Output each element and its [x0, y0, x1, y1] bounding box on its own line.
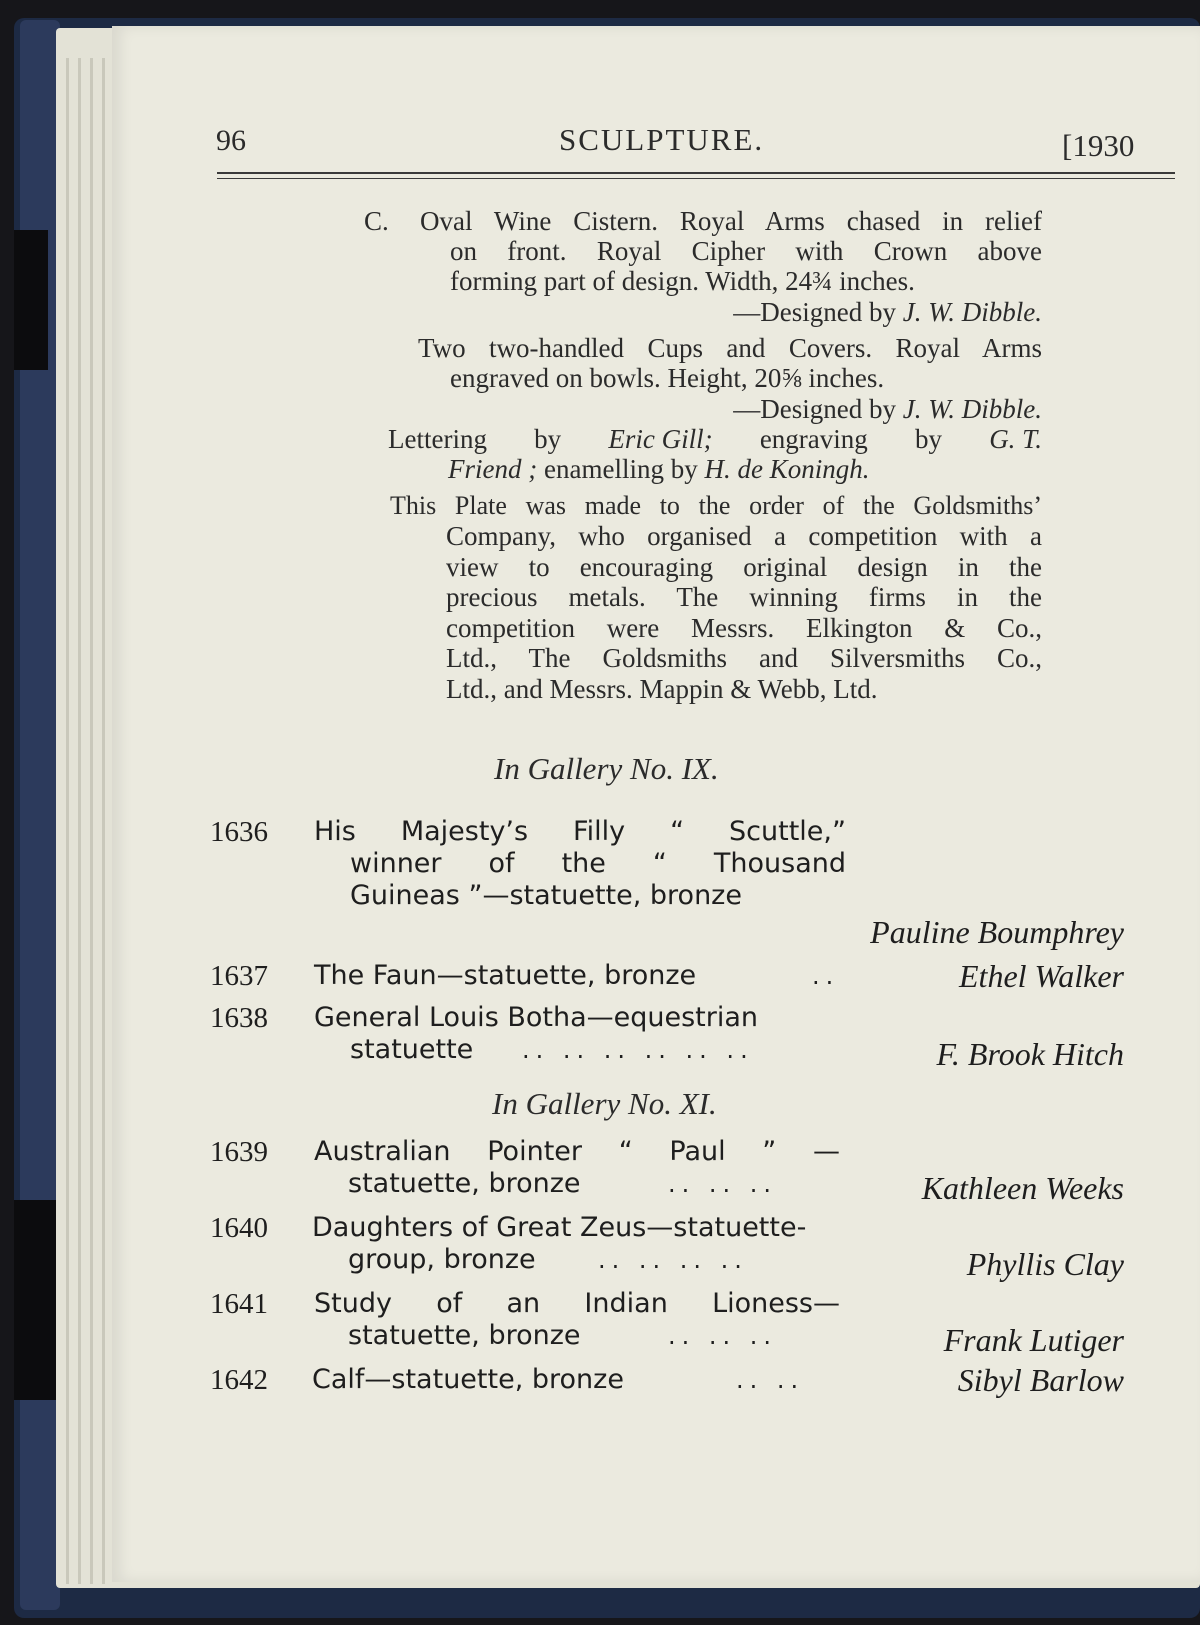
header-rule-top [217, 172, 1175, 174]
entry-title-line: group, bronze [348, 1244, 536, 1275]
page-number: 96 [216, 124, 246, 157]
entry-title-line: Australian Pointer “ Paul ” — [314, 1136, 840, 1167]
header-rule-bottom [217, 178, 1175, 179]
item-c-line3: forming part of design. Width, 24¾ inches. [450, 266, 915, 296]
dot-leaders: .. .. .. .. [598, 1246, 748, 1274]
page-year: [1930 [1062, 128, 1135, 163]
dot-leaders: .. .. .. .. .. .. [522, 1036, 754, 1064]
artist-name: F. Brook Hitch [936, 1036, 1124, 1072]
entry-number: 1641 [210, 1288, 268, 1320]
gallery-heading: In Gallery No. IX. [494, 751, 719, 786]
entry-title-line: statuette, bronze [348, 1320, 581, 1351]
book-page [112, 26, 1200, 1582]
entry-number: 1638 [210, 1002, 268, 1034]
designer-name: J. W. Dibble. [902, 394, 1042, 424]
designer-name: J. W. Dibble. [902, 297, 1042, 327]
cups-line1: Two two-handled Cups and Covers. Royal Arms [418, 333, 1042, 363]
entry-title-line: His Majesty’s Filly “ Scuttle,” [314, 816, 846, 847]
entry-title-line: Study of an Indian Lioness— [314, 1288, 840, 1319]
gallery-heading: In Gallery No. XI. [492, 1086, 717, 1121]
entry-title-line: Calf—statuette, bronze [312, 1364, 624, 1395]
entry-title-line: General Louis Botha—equestrian [314, 1002, 759, 1033]
artist-name: Ethel Walker [959, 958, 1124, 994]
artist-name: Frank Lutiger [943, 1322, 1124, 1358]
artist-name: Phyllis Clay [966, 1246, 1124, 1282]
item-c-line2: on front. Royal Cipher with Crown above [450, 236, 1042, 266]
artist-name: Kathleen Weeks [921, 1170, 1124, 1206]
lettering-line2: Friend ; enamelling by H. de Koningh. [448, 454, 870, 484]
entry-number: 1639 [210, 1136, 268, 1168]
page-title: SCULPTURE. [559, 122, 765, 157]
artist-name: Pauline Boumphrey [870, 914, 1124, 950]
note-line6: Ltd., The Goldsmiths and Silversmiths Co., [446, 643, 1042, 673]
designer-prefix: —Designed by [733, 394, 897, 424]
artist-name: Sibyl Barlow [957, 1362, 1124, 1398]
entry-number: 1640 [210, 1212, 268, 1244]
lettering-line1: Lettering by Eric Gill; engraving by G. T. [388, 424, 1042, 454]
note-line7: Ltd., and Messrs. Mappin & Webb, Ltd. [446, 674, 878, 704]
note-line2: Company, who organised a competition with a [446, 521, 1042, 551]
item-c-label: C. [364, 206, 389, 236]
designer-prefix: —Designed by [733, 297, 897, 327]
note-line3: view to encouraging original design in the [446, 552, 1042, 582]
note-line5: competition were Messrs. Elkington & Co., [446, 613, 1042, 643]
entry-title-line: statuette, bronze [348, 1168, 581, 1199]
item-c-line1: Oval Wine Cistern. Royal Arms chased in relief [420, 206, 1042, 236]
binding-strap-bottom [14, 1200, 60, 1400]
entry-title-line: winner of the “ Thousand [350, 848, 846, 879]
dot-leaders: .. .. [736, 1366, 805, 1394]
dot-leaders: .. [812, 962, 840, 990]
cups-line2: engraved on bowls. Height, 20⅝ inches. [450, 363, 885, 393]
entry-number: 1637 [210, 960, 268, 992]
entry-title-line: The Faun—statuette, bronze [314, 960, 697, 991]
note-line4: precious metals. The winning firms in the [446, 582, 1042, 612]
cups-designer [652, 394, 1042, 425]
entry-title-line: Daughters of Great Zeus—statuette- [312, 1212, 807, 1243]
entry-title-line: statuette [350, 1034, 474, 1065]
dot-leaders: .. .. .. [668, 1170, 778, 1198]
entry-title-line: Guineas ”—statuette, bronze [350, 880, 742, 911]
note-line1: This Plate was made to the order of the Goldsmiths’ [390, 491, 1042, 520]
binding-strap-top [14, 230, 48, 370]
entry-number: 1636 [210, 816, 268, 848]
item-c-designer [672, 297, 1042, 328]
entry-number: 1642 [210, 1364, 268, 1396]
dot-leaders: .. .. .. [668, 1322, 778, 1350]
